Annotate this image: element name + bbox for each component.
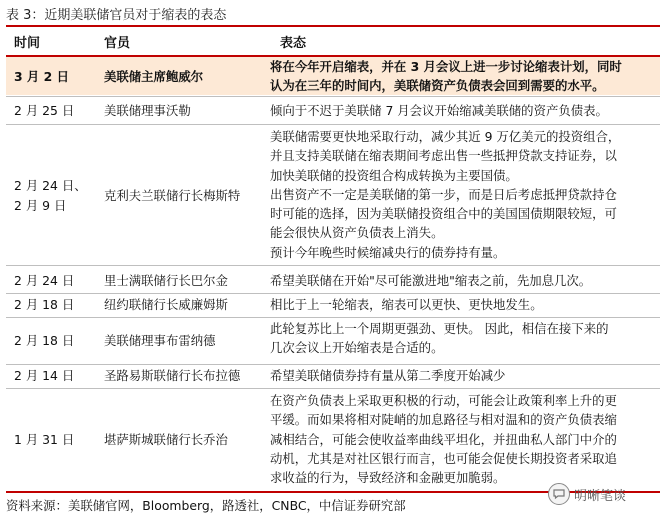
row-stance — [270, 271, 655, 290]
row-separator — [6, 317, 660, 318]
row-date: 2 月 18 日 — [14, 297, 75, 312]
row-official: 克利夫兰联储行长梅斯特 — [104, 188, 241, 203]
source-note: 资料来源：美联储官网，Bloomberg，路透社，CNBC，中信证券研究部 — [6, 498, 406, 513]
watermark-text: 明晰笔谈 — [574, 488, 627, 504]
stance-line: 能会很快从资产负债表上消失。 — [270, 225, 444, 241]
stance-line: 相比于上一轮缩表，缩表可以更快、更快地发生。 — [270, 297, 543, 312]
row-official: 美联储理事沃勒 — [104, 103, 191, 118]
stance-line: 美联储需要更快地采取行动，减少其近 9 万亿美元的投资组合， — [270, 129, 621, 144]
row-official: 美联储理事布雷纳德 — [104, 333, 216, 348]
row-stance — [270, 391, 655, 487]
row-date: 1 月 31 日 — [14, 432, 75, 447]
row-official: 圣路易斯联储行长布拉德 — [104, 368, 241, 383]
row-date: 2 月 25 日 — [14, 103, 75, 118]
stance-line: 加快美联储的投资组合构成转换为主要国债。 — [270, 167, 518, 183]
row-separator — [6, 124, 660, 125]
header-official: 官员 — [104, 36, 131, 51]
row-separator — [6, 96, 660, 97]
row-official: 纽约联储行长威廉姆斯 — [104, 297, 228, 312]
watermark — [548, 483, 626, 505]
stance-line: 预计今年晚些时候缩减央行的债券持有量。 — [270, 244, 506, 260]
stance-line: 此轮复苏比上一个周期更强劲、更快。 因此，相信在接下来的 — [270, 321, 609, 336]
row-date: 2 月 24 日 — [14, 273, 75, 288]
stance-line: 认为在三年的时间内，美联储资产负债表会回到需要的水平。 — [270, 78, 605, 94]
row-separator — [6, 388, 660, 389]
stance-line: 减相结合，可能会使收益率曲线平坦化，并扭曲私人部门中介的 — [270, 431, 617, 447]
top-rule — [6, 25, 660, 27]
table-caption: 表 3：近期美联储官员对于缩表的表态 — [6, 8, 227, 23]
stance-line: 倾向于不迟于美联储 7 月会议开始缩减美联储的资产负债表。 — [270, 103, 608, 118]
row-date — [14, 176, 87, 216]
row-stance — [270, 366, 655, 385]
stance-line: 希望美联储债券持有量从第二季度开始减少 — [270, 368, 506, 383]
stance-line: 希望美联储在开始"尽可能激进地"缩表之前，先加息几次。 — [270, 273, 592, 288]
stance-line: 将在今年开启缩表，并在 3 月会议上进一步讨论缩表计划，同时 — [270, 59, 622, 74]
row-separator — [6, 364, 660, 365]
row-official: 美联储主席鲍威尔 — [104, 69, 204, 84]
row-date: 3 月 2 日 — [14, 69, 69, 84]
stance-line: 出售资产不一定是美联储的第一步，而是日后考虑抵押贷款持仓 — [270, 186, 617, 202]
row-date: 2 月 14 日 — [14, 368, 75, 383]
stance-line: 几次会议上开始缩表是合适的。 — [270, 340, 444, 356]
row-separator — [6, 293, 660, 294]
header-stance: 表态 — [280, 36, 307, 51]
header-date: 时间 — [14, 36, 41, 51]
stance-line: 动机，尤其是对社区银行而言，也可能会促使长期投资者采取追 — [270, 450, 617, 466]
stance-line: 求收益的行为，导致经济和金融更加脆弱。 — [270, 470, 506, 486]
row-stance — [270, 319, 655, 358]
row-date-line: 2 月 9 日 — [14, 198, 67, 213]
row-stance — [270, 101, 655, 120]
stance-line: 平缓。而如果将相对陡峭的加息路径与相对温和的资产负债表缩 — [270, 412, 617, 428]
row-stance — [270, 57, 655, 96]
stance-line: 在资产负债表上采取更积极的行动，可能会让政策利率上升的更 — [270, 393, 617, 408]
stance-line: 时可能的选择，因为美联储投资组合中的美国国债期限较短，可 — [270, 206, 617, 222]
row-official: 堪萨斯城联储行长乔治 — [104, 432, 228, 447]
row-stance — [270, 127, 655, 262]
row-separator — [6, 265, 660, 266]
chat-bubble-icon — [548, 483, 570, 505]
row-date-line: 2 月 24 日、 — [14, 178, 87, 193]
stance-line: 并且支持美联储在缩表期间考虑出售一些抵押贷款支持证券，以 — [270, 148, 617, 164]
row-stance — [270, 295, 655, 314]
row-date: 2 月 18 日 — [14, 333, 75, 348]
row-official: 里士满联储行长巴尔金 — [104, 273, 228, 288]
